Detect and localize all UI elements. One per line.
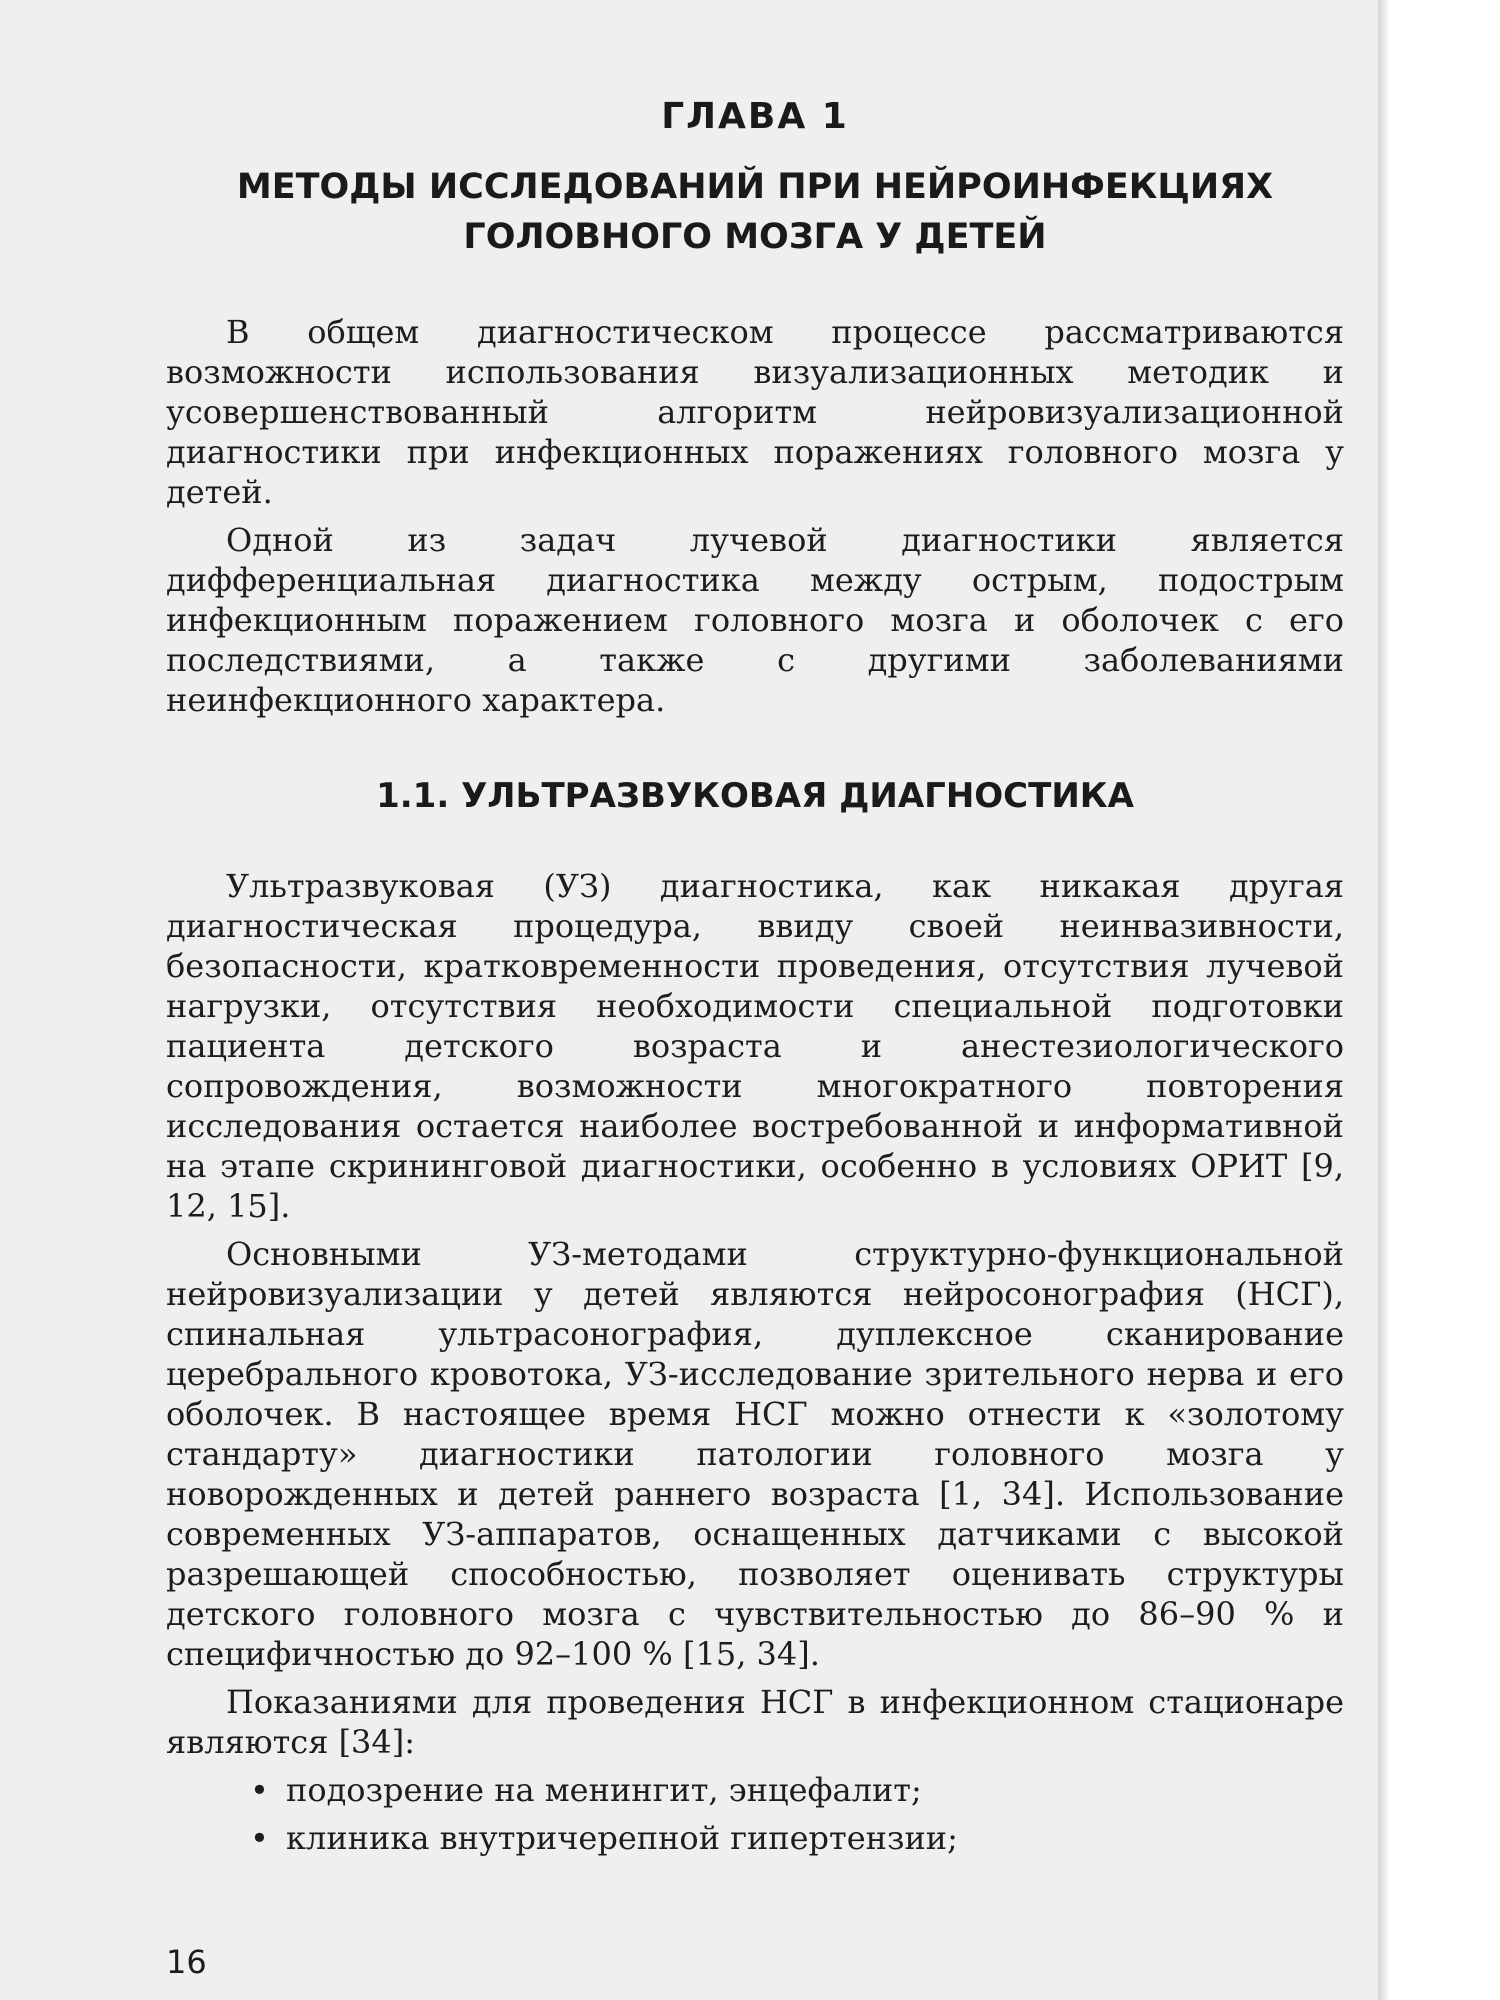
paragraph: Показаниями для проведения НСГ в инфекционном стационаре являются [34]: [166,1683,1344,1761]
chapter-title-line-1: МЕТОДЫ ИССЛЕДОВАНИЙ ПРИ НЕЙРОИНФЕКЦИЯХ [236,167,1274,207]
list-item-text: клиника внутричерепной гипертензии; [286,1819,958,1857]
list-item-text: подозрение на менингит, энцефалит; [286,1771,922,1809]
chapter-title-line-2: ГОЛОВНОГО МОЗГА У ДЕТЕЙ [463,217,1047,257]
list-item [250,1818,1344,1858]
paragraph: Ультразвуковая (УЗ) диагностика, как никакая другая диагностическая процедура, ввиду своей неинвазивности, безопасности, кратковременности проведения, отсутствия лучевой нагрузки, отсутствия необходимости специальной подготовки пациента детского возраста и анестезиологического сопровождения, возможности многократного повторения исследования остается наиболее востребованной и информативной на этапе скрининговой диагностики, особенно в условиях ОРИТ [9, 12, 15]. [166,867,1344,1225]
section-text [166,866,1344,1858]
chapter-heading [166,92,1344,262]
intro-text [166,312,1344,720]
page-edge [1378,0,1388,2000]
indications-list [166,1770,1344,1858]
section-title: 1.1. УЛЬТРАЗВУКОВАЯ ДИАГНОСТИКА [376,776,1134,816]
paragraph: В общем диагностическом процессе рассматриваются возможности использования визуализационных методик и усовершенствованный алгоритм нейровизуализационной диагностики при инфекционных поражениях головного мозга у детей. [166,313,1344,511]
list-item [250,1770,1344,1810]
chapter-title [166,162,1344,262]
chapter-number: ГЛАВА 1 [661,96,849,137]
page-number: 16 [166,1943,207,1981]
page-content [166,92,1344,1866]
bullet-icon: • [250,1819,269,1857]
bullet-icon: • [250,1771,269,1809]
paragraph: Одной из задач лучевой диагностики является дифференциальная диагностика между острым, подострым инфекционным поражением головного мозга и оболочек с его последствиями, а также с другими заболеваниями неинфекционного характера. [166,521,1344,719]
paragraph: Основными УЗ-методами структурно-функциональной нейровизуализации у детей являются нейросонография (НСГ), спинальная ультрасонография, дуплексное сканирование церебрального кровотока, УЗ-исследование зрительного нерва и его оболочек. В настоящее время НСГ можно отнести к «золотому стандарту» диагностики патологии головного мозга у новорожденных и детей раннего возраста [1, 34]. Использование современных УЗ-аппаратов, оснащенных датчиками с высокой разрешающей способностью, позволяет оценивать структуры детского головного мозга с чувствительностью до 86–90 % и специфичностью до 92–100 % [15, 34]. [166,1235,1344,1673]
